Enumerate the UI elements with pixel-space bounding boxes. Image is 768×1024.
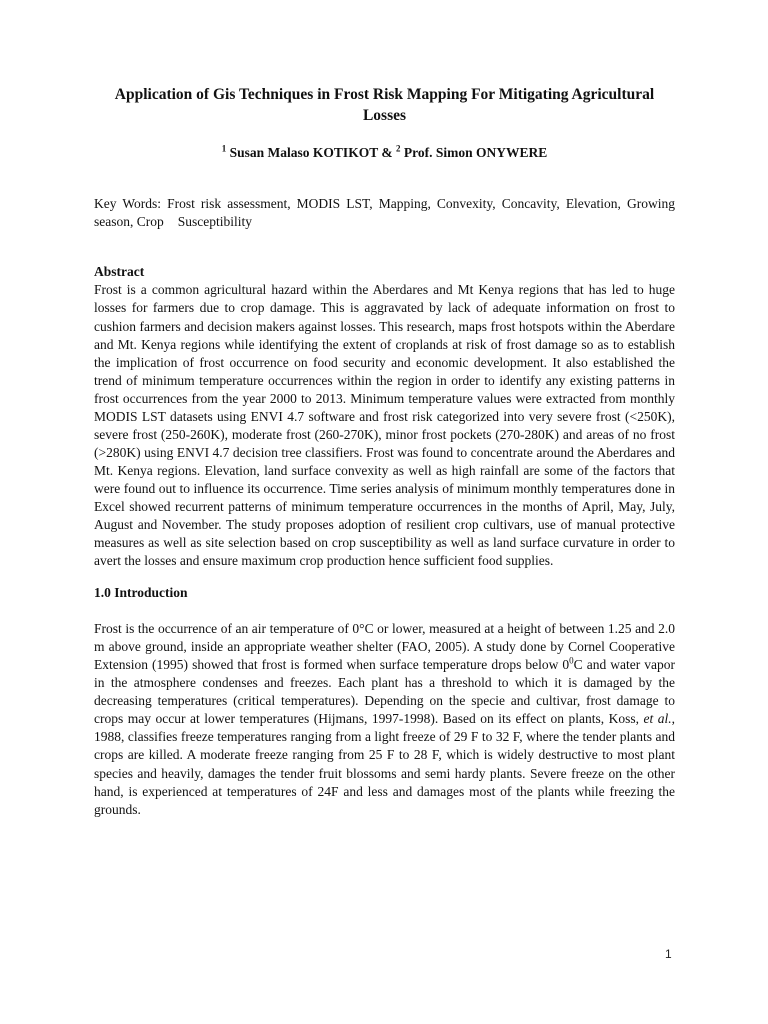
author2-name: Prof. Simon ONYWERE: [400, 145, 548, 160]
author1-name: Susan Malaso KOTIKOT &: [226, 145, 396, 160]
keywords: [94, 195, 675, 231]
paper-title: Application of Gis Techniques in Frost Risk Mapping For Mitigating Agricultural Losses: [114, 86, 655, 124]
degree-superscript: 0: [569, 655, 574, 666]
keywords-last: Susceptibility: [177, 214, 252, 230]
introduction-part3: , 1988, classifies freeze temperatures ranging from a light freeze of 29 F to 32 F, where the tender plants and crops are killed. A moderate freeze ranging from 25 F to 28 F, which is widely destructive to most plant species and heavily, damages the tender fruit blossoms and semi hardy plants. Severe freeze on the other hand, is experienced at temperatures of 24F and less and damages most of the plants while freezing the grounds.: [94, 711, 675, 817]
abstract-text: Frost is a common agricultural hazard within the Aberdares and Mt Kenya regions that has led to huge losses for farmers due to crop damage. This is aggravated by lack of adequate information on frost to cushion farmers and decision makers against losses. This research, maps frost hotspots within the Aberdare and Mt. Kenya regions while identifying the extent of croplands at risk of frost damage so as to establish the implication of frost occurrence on food security and economic development. It also established the trend of minimum temperature occurrences within the region in order to identify any existing patterns in frost occurrences from the year 2000 to 2013. Minimum temperature values were extracted from monthly MODIS LST datasets using ENVI 4.7 software and frost risk categorized into very severe frost (<250K), severe frost (250-260K), moderate frost (260-270K), minor frost pockets (270-280K) and areas of no frost (>280K) using ENVI 4.7 decision tree classifiers. Frost was found to concentrate around the Aberdares and Mt. Kenya regions. Elevation, land surface convexity as well as high rainfall are some of the factors that were found out to influence its occurrence. Time series analysis of minimum monthly temperatures done in Excel showed recurrent patterns of minimum temperature occurrences in the months of April, May, July, August and November. The study proposes adoption of resilient crop cultivars, use of manual protective measures as well as site selection based on crop susceptibility as well as land surface curvature in order to avert the losses and ensure maximum crop production hence sufficient food supplies.: [94, 282, 675, 569]
introduction-text: [94, 620, 675, 819]
page-number: 1: [665, 947, 672, 961]
author1-marker: 1: [221, 143, 227, 154]
author2-marker: 2: [395, 143, 401, 154]
introduction-part1: Frost is the occurrence of an air temperature of 0°C or lower, measured at a height of between 1.25 and 2.0 m above ground, inside an appropriate weather shelter (FAO, 2005). A study done by Cornel Cooperative Extension (1995) showed that frost is formed when surface temperature drops below 0: [94, 621, 675, 673]
paper-page: [94, 84, 675, 819]
keywords-main: Key Words: Frost risk assessment, MODIS LST, Mapping, Convexity, Concavity, Elevation, Growing season, Crop: [94, 196, 675, 230]
introduction-italic: et al.: [643, 711, 672, 727]
introduction-part2: C and water vapor in the atmosphere condenses and freezes. Each plant has a threshold to which it is damaged by the decreasing temperatures (critical temperatures). Depending on the specie and cultivar, frost damage to crops may occur at lower temperatures (Hijmans, 1997-1998). Based on its effect on plants, Koss,: [94, 657, 676, 727]
abstract-heading: Abstract: [94, 264, 145, 280]
introduction-heading: 1.0 Introduction: [94, 585, 188, 601]
author-line: [94, 144, 675, 162]
